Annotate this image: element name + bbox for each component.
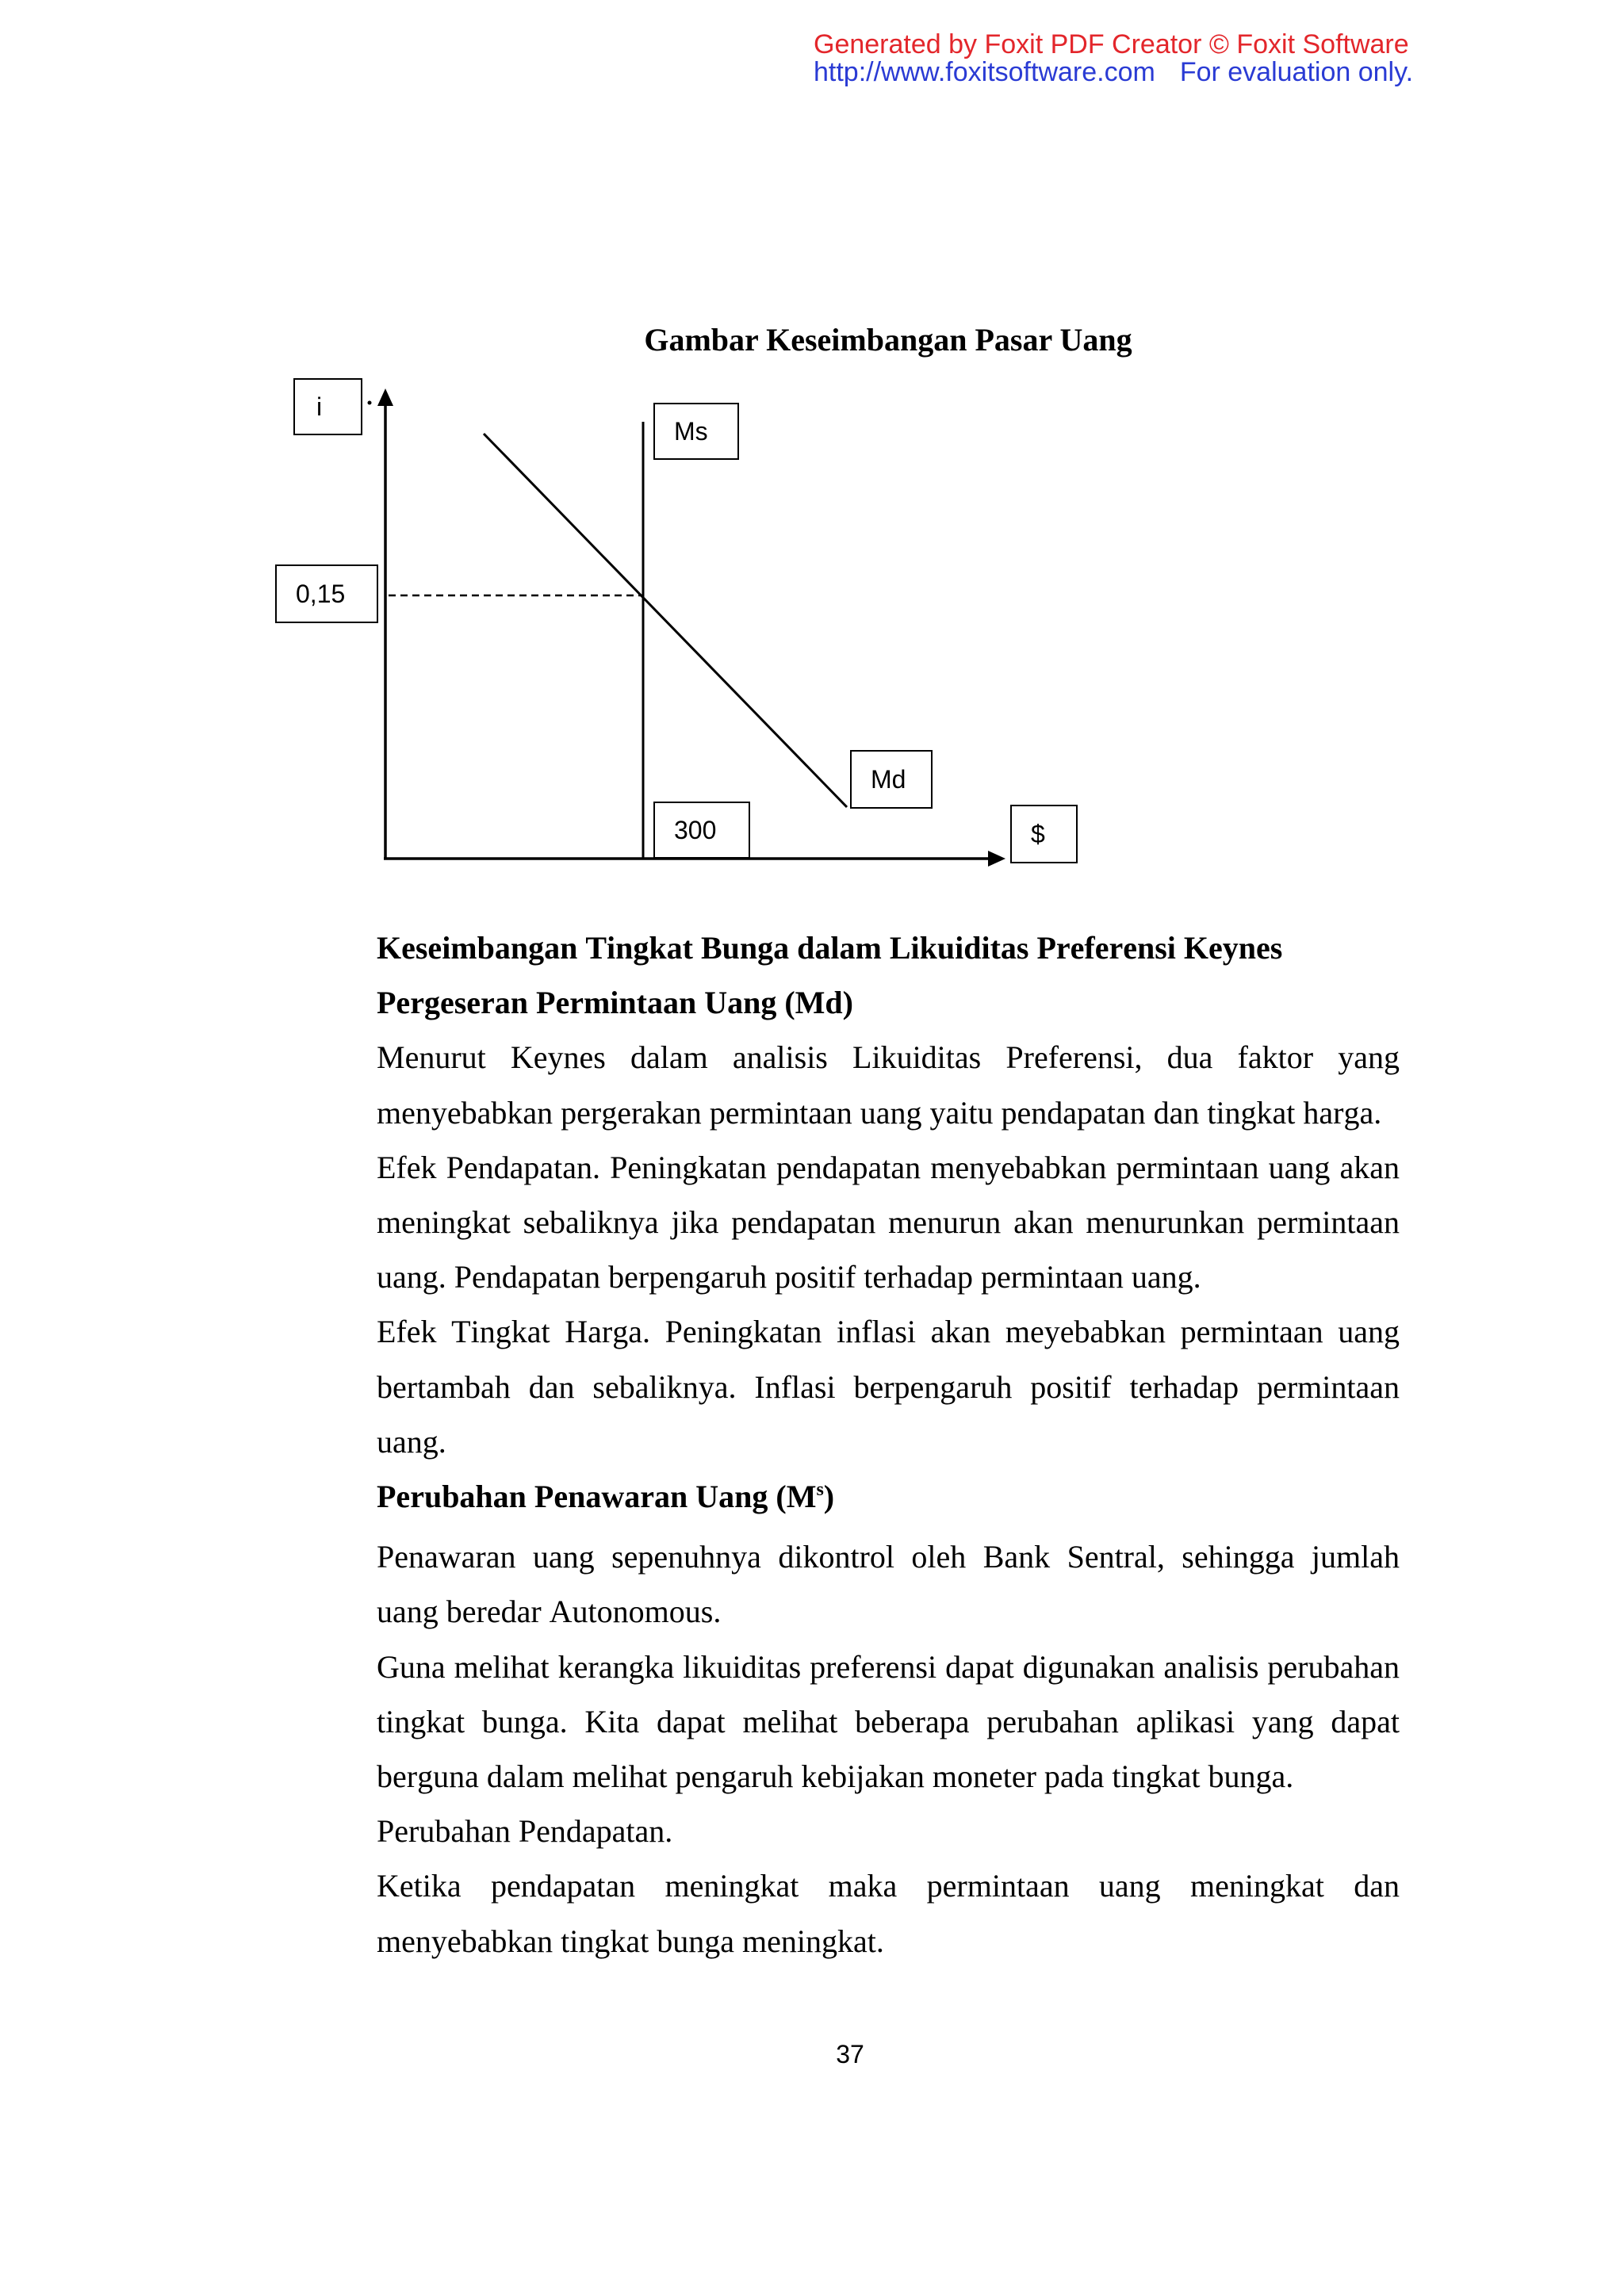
label-interest-rate: 0,15 bbox=[296, 579, 346, 608]
money-market-diagram bbox=[0, 0, 1624, 951]
label-box-quantity bbox=[653, 802, 750, 859]
paragraph-income-effect-line: meningkat sebaliknya jika pendapatan menurun akan menurunkan permintaan bbox=[377, 1204, 1400, 1241]
paragraph-keynes-line: Menurut Keynes dalam analisis Likuiditas Preferensi, dua faktor yang bbox=[377, 1039, 1400, 1076]
heading-ms-prefix: Perubahan Penawaran Uang (M bbox=[377, 1479, 817, 1515]
body-text bbox=[377, 920, 1400, 1969]
watermark-generator-line: Generated by Foxit PDF Creator © Foxit Software bbox=[814, 29, 1409, 59]
figure-title: Gambar Keseimbangan Pasar Uang bbox=[644, 322, 1132, 358]
heading-ms-suffix: ) bbox=[823, 1479, 835, 1515]
watermark-evaluation-notice: For evaluation only. bbox=[1179, 57, 1414, 87]
heading-pergeseran-permintaan: Pergeseran Permintaan Uang (Md) bbox=[377, 985, 853, 1021]
income-change-label: Perubahan Pendapatan. bbox=[377, 1813, 673, 1850]
label-money-demand: Md bbox=[871, 764, 906, 794]
paragraph-supply-line: Penawaran uang sepenuhnya dikontrol oleh Bank Sentral, sehingga jumlah bbox=[377, 1539, 1400, 1575]
stray-dot bbox=[368, 401, 372, 405]
paragraph-income-change-line: Ketika pendapatan meningkat maka permintaan uang meningkat dan bbox=[377, 1868, 1400, 1904]
money-demand-line bbox=[484, 434, 847, 807]
heading-ms-superscript: s bbox=[816, 1479, 824, 1501]
label-box-interest-rate bbox=[275, 564, 378, 623]
paragraph-supply-line: uang beredar Autonomous. bbox=[377, 1594, 722, 1630]
paragraph-keynes-line: menyebabkan pergerakan permintaan uang yaitu pendapatan dan tingkat harga. bbox=[377, 1094, 1382, 1131]
heading-keseimbangan: Keseimbangan Tingkat Bunga dalam Likuiditas Preferensi Keynes bbox=[377, 930, 1283, 966]
label-interest-axis: i bbox=[316, 392, 323, 421]
label-box-interest-axis bbox=[293, 378, 362, 435]
paragraph-price-effect-line: uang. bbox=[377, 1423, 446, 1460]
paragraph-framework-line: tingkat bunga. Kita dapat melihat beberapa perubahan aplikasi yang dapat bbox=[377, 1703, 1400, 1739]
x-axis-arrowhead bbox=[988, 851, 1005, 867]
label-box-money-supply bbox=[653, 403, 739, 460]
paragraph-framework-line: berguna dalam melihat pengaruh kebijakan moneter pada tingkat bunga. bbox=[377, 1758, 1294, 1795]
heading-perubahan-penawaran bbox=[377, 1469, 1400, 1529]
label-money-axis: $ bbox=[1031, 819, 1045, 848]
label-quantity: 300 bbox=[674, 815, 717, 844]
y-axis-arrowhead bbox=[377, 388, 393, 406]
paragraph-framework-line: Guna melihat kerangka likuiditas preferensi dapat digunakan analisis perubahan bbox=[377, 1648, 1400, 1685]
paragraph-price-effect-line: bertambah dan sebaliknya. Inflasi berpengaruh positif terhadap permintaan bbox=[377, 1368, 1400, 1405]
paragraph-income-effect-line: uang. Pendapatan berpengaruh positif terhadap permintaan uang. bbox=[377, 1259, 1201, 1295]
watermark-url-link[interactable]: http://www.foxitsoftware.com bbox=[814, 57, 1155, 87]
label-money-supply: Ms bbox=[674, 416, 708, 446]
label-box-money-axis bbox=[1010, 805, 1078, 863]
page-number: 37 bbox=[836, 2040, 864, 2068]
paragraph-income-change-line: menyebabkan tingkat bunga meningkat. bbox=[377, 1923, 884, 1959]
paragraph-price-effect-line: Efek Tingkat Harga. Peningkatan inflasi akan meyebabkan permintaan uang bbox=[377, 1314, 1400, 1350]
label-box-money-demand bbox=[850, 750, 933, 809]
paragraph-income-effect-line: Efek Pendapatan. Peningkatan pendapatan menyebabkan permintaan uang akan bbox=[377, 1149, 1400, 1185]
